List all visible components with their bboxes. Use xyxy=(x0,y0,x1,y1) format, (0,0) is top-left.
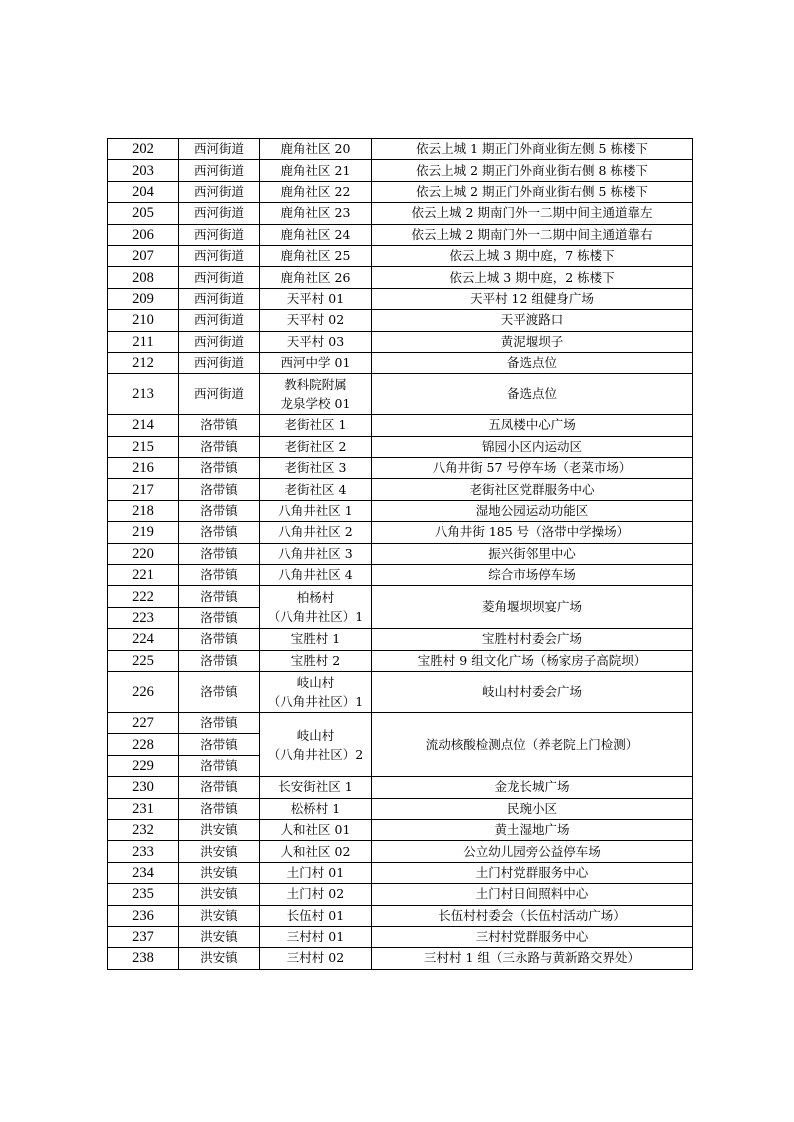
table-row xyxy=(108,777,693,798)
row-number: 233 xyxy=(108,841,179,862)
site-cell: 老街社区 4 xyxy=(260,479,372,500)
table-row xyxy=(108,712,693,733)
row-number: 207 xyxy=(108,245,179,266)
table-row xyxy=(108,798,693,819)
town-cell: 洛带镇 xyxy=(179,436,260,457)
site-line: 柏杨村 xyxy=(296,590,335,606)
town-cell: 洛带镇 xyxy=(179,500,260,521)
table-row xyxy=(108,500,693,521)
table-row xyxy=(108,586,693,607)
site-cell: 长安街社区 1 xyxy=(260,777,372,798)
table-row xyxy=(108,819,693,840)
table-row xyxy=(108,926,693,947)
table-row xyxy=(108,565,693,586)
table-row xyxy=(108,862,693,883)
town-cell: 洪安镇 xyxy=(179,948,260,969)
table-row xyxy=(108,288,693,309)
location-cell: 公立幼儿园旁公益停车场 xyxy=(372,841,693,862)
table-row xyxy=(108,671,693,712)
table-row xyxy=(108,139,693,160)
row-number: 228 xyxy=(108,734,179,755)
site-cell: 老街社区 1 xyxy=(260,415,372,436)
location-cell: 五凤楼中心广场 xyxy=(372,415,693,436)
location-cell: 菱角堰坝坝宴广场 xyxy=(372,586,693,629)
row-number: 226 xyxy=(108,671,179,712)
location-cell: 宝胜村村委会广场 xyxy=(372,629,693,650)
site-cell: 天平村 03 xyxy=(260,331,372,352)
town-cell: 西河街道 xyxy=(179,245,260,266)
table-row xyxy=(108,203,693,224)
site-cell: 宝胜村 2 xyxy=(260,650,372,671)
town-cell: 洪安镇 xyxy=(179,819,260,840)
row-number: 230 xyxy=(108,777,179,798)
table-row xyxy=(108,479,693,500)
table-row xyxy=(108,160,693,181)
town-cell: 洛带镇 xyxy=(179,543,260,564)
row-number: 213 xyxy=(108,374,179,415)
row-number: 208 xyxy=(108,267,179,288)
location-cell: 三村村党群服务中心 xyxy=(372,926,693,947)
site-cell: 八角井社区 2 xyxy=(260,522,372,543)
row-number: 211 xyxy=(108,331,179,352)
town-cell: 洛带镇 xyxy=(179,565,260,586)
location-cell: 流动核酸检测点位（养老院上门检测） xyxy=(372,712,693,776)
site-cell: 天平村 01 xyxy=(260,288,372,309)
town-cell: 洛带镇 xyxy=(179,458,260,479)
location-cell: 宝胜村 9 组文化广场（杨家房子高院坝） xyxy=(372,650,693,671)
row-number: 218 xyxy=(108,500,179,521)
location-cell: 依云上城 2 期南门外一二期中间主通道靠右 xyxy=(372,224,693,245)
row-number: 223 xyxy=(108,607,179,628)
site-cell: 鹿角社区 23 xyxy=(260,203,372,224)
site-line: （八角井社区）2 xyxy=(267,746,364,762)
table-row xyxy=(108,352,693,373)
row-number: 214 xyxy=(108,415,179,436)
row-number: 232 xyxy=(108,819,179,840)
location-cell: 振兴街邻里中心 xyxy=(372,543,693,564)
site-cell: 松桥村 1 xyxy=(260,798,372,819)
town-cell: 洪安镇 xyxy=(179,862,260,883)
site-line: （八角井社区）1 xyxy=(267,609,364,625)
town-cell: 西河街道 xyxy=(179,139,260,160)
location-cell: 三村村 1 组（三永路与黄新路交界处） xyxy=(372,948,693,969)
town-cell: 洛带镇 xyxy=(179,798,260,819)
location-cell: 备选点位 xyxy=(372,374,693,415)
row-number: 217 xyxy=(108,479,179,500)
site-line: （八角井社区）1 xyxy=(267,693,364,709)
site-cell: 鹿角社区 25 xyxy=(260,245,372,266)
location-cell: 综合市场停车场 xyxy=(372,565,693,586)
location-cell: 湿地公园运动功能区 xyxy=(372,500,693,521)
row-number: 212 xyxy=(108,352,179,373)
town-cell: 洛带镇 xyxy=(179,712,260,733)
site-cell: 八角井社区 1 xyxy=(260,500,372,521)
table-row xyxy=(108,374,693,415)
table-row xyxy=(108,543,693,564)
town-cell: 洛带镇 xyxy=(179,522,260,543)
town-cell: 西河街道 xyxy=(179,374,260,415)
row-number: 216 xyxy=(108,458,179,479)
town-cell: 西河街道 xyxy=(179,310,260,331)
location-cell: 土门村日间照料中心 xyxy=(372,884,693,905)
site-line: 岐山村 xyxy=(296,727,335,743)
town-cell: 洪安镇 xyxy=(179,841,260,862)
town-cell: 西河街道 xyxy=(179,203,260,224)
testing-sites-table xyxy=(107,138,693,970)
row-number: 227 xyxy=(108,712,179,733)
site-cell: 宝胜村 1 xyxy=(260,629,372,650)
location-cell: 备选点位 xyxy=(372,352,693,373)
row-number: 234 xyxy=(108,862,179,883)
table-row xyxy=(108,905,693,926)
table-row xyxy=(108,245,693,266)
location-cell: 依云上城 2 期正门外商业街右侧 8 栋楼下 xyxy=(372,160,693,181)
site-cell xyxy=(260,712,372,776)
location-cell: 黄土湿地广场 xyxy=(372,819,693,840)
site-line: 龙泉学校 01 xyxy=(280,396,351,412)
table-row xyxy=(108,224,693,245)
site-cell: 鹿角社区 22 xyxy=(260,181,372,202)
row-number: 204 xyxy=(108,181,179,202)
location-cell: 天平村 12 组健身广场 xyxy=(372,288,693,309)
town-cell: 西河街道 xyxy=(179,160,260,181)
town-cell: 洛带镇 xyxy=(179,607,260,628)
location-cell: 长伍村村委会（长伍村活动广场） xyxy=(372,905,693,926)
town-cell: 西河街道 xyxy=(179,331,260,352)
site-cell: 三村村 02 xyxy=(260,948,372,969)
town-cell: 西河街道 xyxy=(179,288,260,309)
location-cell: 锦园小区内运动区 xyxy=(372,436,693,457)
row-number: 209 xyxy=(108,288,179,309)
town-cell: 洪安镇 xyxy=(179,884,260,905)
row-number: 238 xyxy=(108,948,179,969)
site-cell: 鹿角社区 24 xyxy=(260,224,372,245)
site-cell: 长伍村 01 xyxy=(260,905,372,926)
town-cell: 洛带镇 xyxy=(179,629,260,650)
town-cell: 西河街道 xyxy=(179,224,260,245)
site-cell: 三村村 01 xyxy=(260,926,372,947)
row-number: 219 xyxy=(108,522,179,543)
table-row xyxy=(108,650,693,671)
town-cell: 洛带镇 xyxy=(179,755,260,776)
site-cell: 人和社区 02 xyxy=(260,841,372,862)
location-cell: 八角井街 57 号停车场（老菜市场） xyxy=(372,458,693,479)
row-number: 237 xyxy=(108,926,179,947)
town-cell: 洛带镇 xyxy=(179,671,260,712)
table-row xyxy=(108,884,693,905)
site-cell: 西河中学 01 xyxy=(260,352,372,373)
site-cell: 八角井社区 3 xyxy=(260,543,372,564)
town-cell: 西河街道 xyxy=(179,267,260,288)
site-cell: 鹿角社区 21 xyxy=(260,160,372,181)
location-cell: 依云上城 1 期正门外商业街左侧 5 栋楼下 xyxy=(372,139,693,160)
site-line: 教科院附属 xyxy=(284,377,347,393)
row-number: 229 xyxy=(108,755,179,776)
table-row xyxy=(108,415,693,436)
table-row xyxy=(108,458,693,479)
town-cell: 洛带镇 xyxy=(179,586,260,607)
row-number: 222 xyxy=(108,586,179,607)
row-number: 221 xyxy=(108,565,179,586)
site-cell: 老街社区 2 xyxy=(260,436,372,457)
table-row xyxy=(108,181,693,202)
location-cell: 老街社区党群服务中心 xyxy=(372,479,693,500)
site-cell: 人和社区 01 xyxy=(260,819,372,840)
site-cell: 天平村 02 xyxy=(260,310,372,331)
location-cell: 天平渡路口 xyxy=(372,310,693,331)
site-cell: 鹿角社区 26 xyxy=(260,267,372,288)
location-cell: 金龙长城广场 xyxy=(372,777,693,798)
site-cell xyxy=(260,374,372,415)
row-number: 225 xyxy=(108,650,179,671)
row-number: 235 xyxy=(108,884,179,905)
site-cell: 老街社区 3 xyxy=(260,458,372,479)
row-number: 203 xyxy=(108,160,179,181)
site-line: 岐山村 xyxy=(296,674,335,690)
town-cell: 洛带镇 xyxy=(179,777,260,798)
site-cell: 八角井社区 4 xyxy=(260,565,372,586)
location-cell: 岐山村村委会广场 xyxy=(372,671,693,712)
town-cell: 洪安镇 xyxy=(179,905,260,926)
location-cell: 依云上城 2 期正门外商业街右侧 5 栋楼下 xyxy=(372,181,693,202)
site-cell: 鹿角社区 20 xyxy=(260,139,372,160)
site-cell: 土门村 01 xyxy=(260,862,372,883)
table-row xyxy=(108,436,693,457)
row-number: 220 xyxy=(108,543,179,564)
table-row xyxy=(108,331,693,352)
town-cell: 西河街道 xyxy=(179,181,260,202)
table-row xyxy=(108,629,693,650)
row-number: 231 xyxy=(108,798,179,819)
table-row xyxy=(108,522,693,543)
location-cell: 土门村党群服务中心 xyxy=(372,862,693,883)
row-number: 205 xyxy=(108,203,179,224)
location-cell: 依云上城 3 期中庭，7 栋楼下 xyxy=(372,245,693,266)
row-number: 206 xyxy=(108,224,179,245)
town-cell: 洛带镇 xyxy=(179,415,260,436)
location-cell: 依云上城 3 期中庭，2 栋楼下 xyxy=(372,267,693,288)
table-row xyxy=(108,841,693,862)
location-cell: 民琬小区 xyxy=(372,798,693,819)
site-cell: 土门村 02 xyxy=(260,884,372,905)
site-cell xyxy=(260,671,372,712)
row-number: 210 xyxy=(108,310,179,331)
town-cell: 洛带镇 xyxy=(179,650,260,671)
row-number: 215 xyxy=(108,436,179,457)
table-row xyxy=(108,267,693,288)
location-cell: 黄泥堰坝子 xyxy=(372,331,693,352)
row-number: 202 xyxy=(108,139,179,160)
location-cell: 依云上城 2 期南门外一二期中间主通道靠左 xyxy=(372,203,693,224)
row-number: 236 xyxy=(108,905,179,926)
town-cell: 洛带镇 xyxy=(179,479,260,500)
town-cell: 洛带镇 xyxy=(179,734,260,755)
table-row xyxy=(108,948,693,969)
site-cell xyxy=(260,586,372,629)
location-cell: 八角井街 185 号（洛带中学操场） xyxy=(372,522,693,543)
row-number: 224 xyxy=(108,629,179,650)
town-cell: 西河街道 xyxy=(179,352,260,373)
table-row xyxy=(108,310,693,331)
town-cell: 洪安镇 xyxy=(179,926,260,947)
